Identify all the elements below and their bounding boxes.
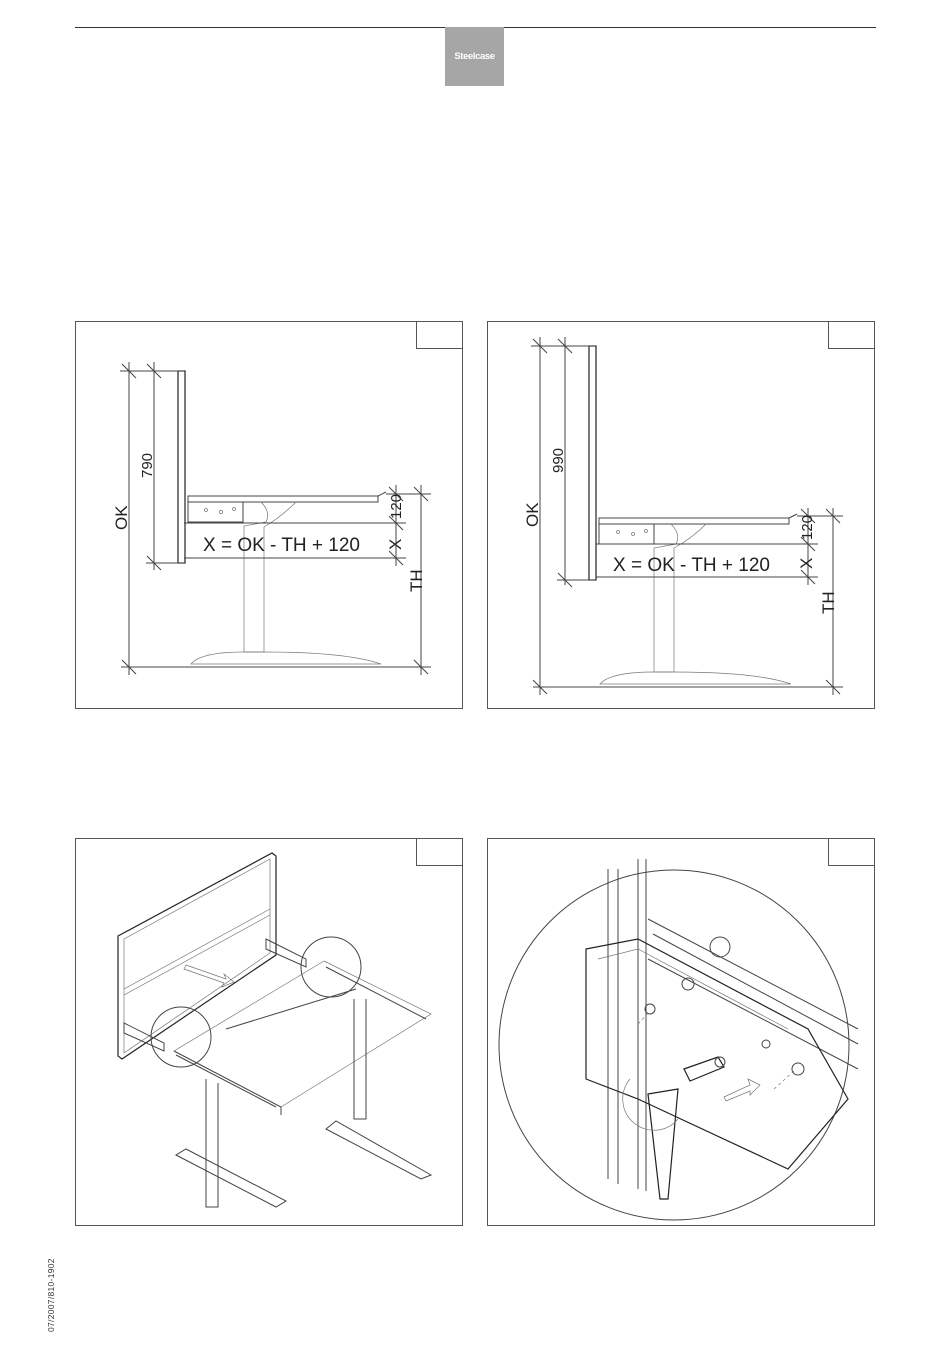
formula-text: X = OK - TH + 120 xyxy=(203,535,361,556)
formula-text: X = OK - TH + 120 xyxy=(613,555,771,576)
panel-2-dimension-diagram xyxy=(487,321,875,709)
height-790-label: 790 xyxy=(139,452,156,478)
steelcase-logo: Steelcase xyxy=(445,27,504,86)
panel-4-detail-illustration xyxy=(487,838,875,1226)
th-label: TH xyxy=(819,591,838,614)
height-990-label: 990 xyxy=(550,447,567,473)
x-label: X xyxy=(386,538,405,550)
panel-1-dimension-diagram xyxy=(75,321,463,709)
bracket-screw-detail-drawing xyxy=(488,839,875,1226)
side-view-drawing-990 xyxy=(488,322,875,709)
x-label: X xyxy=(797,557,816,569)
offset-120-label: 120 xyxy=(388,493,405,519)
document-code: 07/2007/810-1902 xyxy=(46,1258,56,1332)
side-view-drawing-790 xyxy=(76,322,463,709)
desk-screen-assembly-drawing xyxy=(76,839,463,1226)
offset-120-label: 120 xyxy=(799,514,816,540)
panel-3-assembly-illustration xyxy=(75,838,463,1226)
th-label: TH xyxy=(407,569,426,592)
ok-label: OK xyxy=(112,505,131,530)
ok-label: OK xyxy=(523,502,542,527)
